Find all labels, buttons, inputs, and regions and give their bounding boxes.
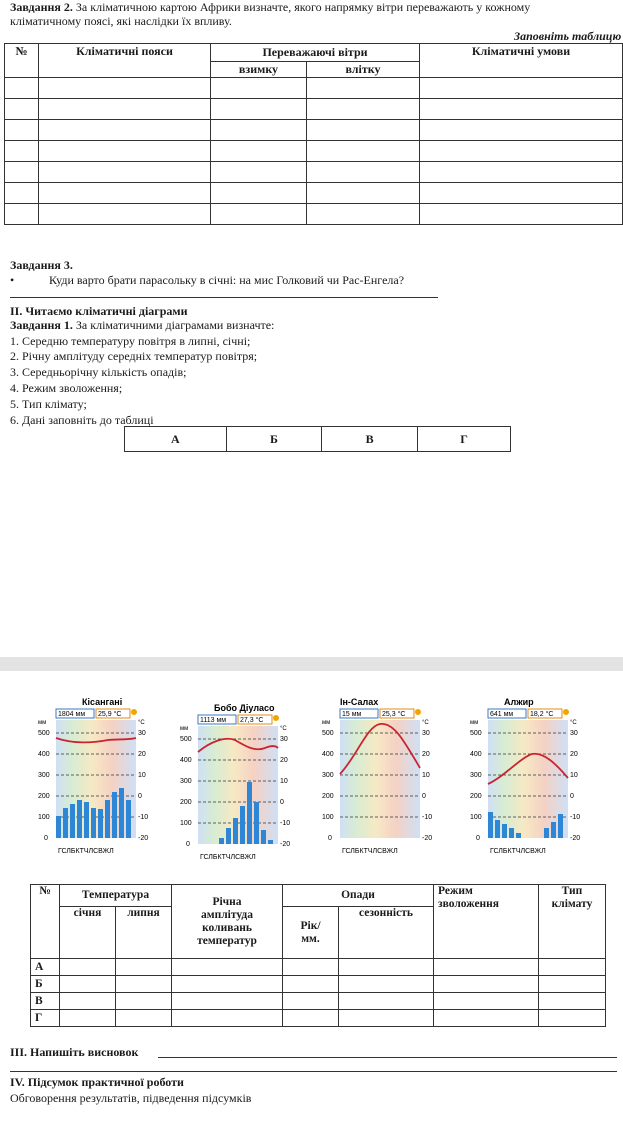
tick-label: -20: [422, 835, 433, 842]
section4-title: ІV. Підсумок практичної роботи: [10, 1075, 184, 1089]
tick-label: -20: [280, 841, 291, 848]
table-cell[interactable]: [60, 993, 116, 1010]
table-cell[interactable]: [339, 959, 434, 976]
climate-diagrams: [0, 690, 623, 862]
table-cell[interactable]: [5, 162, 39, 183]
axis-mm: мм: [38, 720, 47, 726]
answer-line[interactable]: [10, 297, 438, 298]
axis-c: °С: [422, 720, 429, 726]
th-winds: Переважаючі вітри: [211, 44, 420, 62]
fill-note: Заповніть таблицю: [514, 29, 622, 43]
tick-label: 500: [322, 730, 334, 737]
th-summer: влітку: [307, 62, 420, 78]
sun-icon: [131, 709, 137, 715]
tick-label: 300: [470, 772, 482, 779]
precip-total: 15 мм: [342, 711, 362, 718]
table-cell[interactable]: [539, 959, 606, 976]
tick-label: 0: [570, 793, 574, 800]
winds-table: [4, 43, 623, 225]
th-year-line: мм.: [301, 932, 320, 945]
letter-b: Б: [226, 427, 321, 452]
table-cell[interactable]: [39, 162, 211, 183]
table-cell[interactable]: [307, 183, 420, 204]
table-cell[interactable]: [539, 1010, 606, 1027]
tick-label: 400: [180, 757, 192, 764]
table-cell[interactable]: [539, 976, 606, 993]
row-label: Б: [31, 976, 60, 993]
tick-label: 0: [328, 835, 332, 842]
tick-label: 30: [138, 730, 146, 737]
task2-heading: Завдання 2.: [10, 0, 73, 14]
table-cell[interactable]: [5, 99, 39, 120]
table-cell[interactable]: [420, 141, 623, 162]
list-item: 1. Середню температуру повітря в липні, січні;: [10, 334, 251, 348]
tick-label: 10: [570, 772, 578, 779]
table-cell[interactable]: [420, 204, 623, 225]
temp-mean: 25,3 °С: [382, 711, 406, 718]
list-item: 2. Річну амплітуду середніх температур повітря;: [10, 349, 258, 363]
th-num: №: [5, 44, 39, 78]
th-precip: Опади: [283, 885, 434, 907]
diagram-algiers: [470, 697, 580, 855]
precip-total: 1113 мм: [200, 717, 227, 724]
table-cell[interactable]: [420, 120, 623, 141]
table-cell[interactable]: [172, 959, 283, 976]
diagram-city: Бобо Діуласо: [214, 703, 275, 713]
table-cell[interactable]: [5, 204, 39, 225]
table-row: [5, 120, 623, 141]
table-cell[interactable]: [283, 976, 339, 993]
table-cell[interactable]: [116, 959, 172, 976]
table-cell[interactable]: [5, 141, 39, 162]
diagram-city: Ін-Салах: [340, 697, 379, 707]
th-regime-line: Режим: [438, 885, 473, 897]
table-cell[interactable]: [339, 1010, 434, 1027]
row-label: Г: [31, 1010, 60, 1027]
tick-label: 10: [280, 778, 288, 785]
table-row: [31, 959, 606, 976]
tick-label: -10: [570, 814, 581, 821]
table-cell[interactable]: [539, 993, 606, 1010]
tick-label: 100: [180, 820, 192, 827]
list-item: 6. Дані заповніть до таблиці: [10, 413, 154, 427]
table-row: [5, 141, 623, 162]
diagram-bobo-dioulasso: [180, 703, 290, 861]
table-row: [5, 99, 623, 120]
sun-icon: [563, 709, 569, 715]
table-cell[interactable]: [434, 1010, 539, 1027]
conclusion-line[interactable]: [10, 1071, 617, 1072]
tick-label: 0: [138, 793, 142, 800]
tick-label: 200: [180, 799, 192, 806]
tick-label: -10: [138, 814, 149, 821]
table-cell[interactable]: [420, 183, 623, 204]
table-row: [5, 78, 623, 99]
tick-label: 0: [476, 835, 480, 842]
table-cell[interactable]: [60, 959, 116, 976]
section2-task-heading: Завдання 1.: [10, 318, 73, 332]
table-cell[interactable]: [434, 959, 539, 976]
tick-label: -10: [422, 814, 433, 821]
table-cell[interactable]: [211, 204, 307, 225]
tick-label: 500: [38, 730, 50, 737]
table-cell[interactable]: [172, 1010, 283, 1027]
th-season: сезонність: [339, 907, 434, 959]
th-jan: січня: [60, 907, 116, 959]
table-cell[interactable]: [211, 141, 307, 162]
diagram-kisangani: [38, 697, 148, 855]
section3-title: ІІІ. Напишіть висновок: [10, 1045, 139, 1059]
tick-label: 400: [470, 751, 482, 758]
axis-c: °С: [280, 726, 287, 732]
months-axis: ГСЛБКТЧЛСВЖЛ: [342, 848, 398, 855]
row-label: В: [31, 993, 60, 1010]
tick-label: 200: [38, 793, 50, 800]
temp-mean: 18,2 °С: [530, 711, 554, 718]
table-row: [5, 162, 623, 183]
table-cell[interactable]: [307, 78, 420, 99]
tick-label: 0: [186, 841, 190, 848]
table-cell[interactable]: [307, 162, 420, 183]
tick-label: 0: [280, 799, 284, 806]
tick-label: 20: [280, 757, 288, 764]
tick-label: 10: [422, 772, 430, 779]
table-cell[interactable]: [5, 183, 39, 204]
table-row: [5, 183, 623, 204]
tick-label: 20: [422, 751, 430, 758]
tick-label: 20: [138, 751, 146, 758]
task3-bullet: •: [10, 273, 15, 287]
table-cell[interactable]: [60, 1010, 116, 1027]
table-row: [31, 976, 606, 993]
plot-bg: [340, 720, 420, 838]
th-conditions: Кліматичні умови: [420, 44, 623, 78]
table-cell[interactable]: [172, 993, 283, 1010]
table-cell[interactable]: [116, 993, 172, 1010]
th-year: [283, 907, 339, 959]
letter-v: В: [322, 427, 418, 452]
section2-task-text: За кліматичними діаграмами визначте:: [72, 318, 275, 332]
tick-label: -20: [138, 835, 149, 842]
table-cell[interactable]: [39, 204, 211, 225]
table-cell[interactable]: [339, 976, 434, 993]
tick-label: 0: [422, 793, 426, 800]
letter-a: А: [125, 427, 227, 452]
table-cell[interactable]: [307, 99, 420, 120]
task2-line1: [10, 0, 530, 14]
sun-icon: [415, 709, 421, 715]
tick-label: 30: [422, 730, 430, 737]
th-type-line: Тип: [561, 885, 583, 897]
table-row: [31, 1010, 606, 1027]
axis-mm: мм: [470, 720, 479, 726]
table-cell[interactable]: [307, 120, 420, 141]
table-row: [5, 204, 623, 225]
th-temp: Температура: [60, 885, 172, 907]
table-cell[interactable]: [39, 99, 211, 120]
task2-line2: кліматичному поясі, які наслідки їх впливу.: [10, 14, 232, 28]
tick-label: 300: [322, 772, 334, 779]
months-axis: ГСЛБКТЧЛСВЖЛ: [58, 848, 114, 855]
tick-label: 400: [38, 751, 50, 758]
tick-label: 10: [138, 772, 146, 779]
table-cell[interactable]: [60, 976, 116, 993]
tick-label: 20: [570, 751, 578, 758]
table-cell[interactable]: [283, 1010, 339, 1027]
tick-label: 500: [180, 736, 192, 743]
th-year-line: Рік/: [300, 919, 321, 932]
row-label: А: [31, 959, 60, 976]
list-item: 4. Режим зволоження;: [10, 381, 123, 395]
th-ampl-line: Річна: [212, 895, 242, 908]
letter-g: Г: [418, 427, 511, 452]
page-separator: [0, 657, 623, 671]
task3-question: Куди варто брати парасольку в січні: на мис Голковий чи Рас-Енгела?: [49, 273, 405, 287]
tick-label: 30: [570, 730, 578, 737]
tick-label: 0: [44, 835, 48, 842]
months-axis: ГСЛБКТЧЛСВЖЛ: [490, 848, 546, 855]
table-cell[interactable]: [211, 99, 307, 120]
precip-total: 641 мм: [490, 711, 514, 718]
table-cell[interactable]: [420, 78, 623, 99]
task2-text: За кліматичною картою Африки визначте, якого напрямку вітри переважають у кожному: [72, 0, 531, 14]
table-cell[interactable]: [211, 120, 307, 141]
table-cell[interactable]: [172, 976, 283, 993]
table-cell[interactable]: [283, 993, 339, 1010]
table-cell[interactable]: [5, 78, 39, 99]
letters-table: [124, 426, 511, 452]
table-cell[interactable]: [211, 78, 307, 99]
axis-mm: мм: [180, 726, 189, 732]
th-winter: взимку: [211, 62, 307, 78]
table-cell[interactable]: [211, 183, 307, 204]
temp-mean: 27,3 °С: [240, 717, 264, 724]
tick-label: -10: [280, 820, 291, 827]
tick-label: 300: [38, 772, 50, 779]
table-cell[interactable]: [420, 162, 623, 183]
th-num: №: [31, 885, 60, 959]
table-cell[interactable]: [39, 120, 211, 141]
axis-mm: мм: [322, 720, 331, 726]
axis-c: °С: [138, 720, 145, 726]
table-cell[interactable]: [307, 204, 420, 225]
tick-label: 400: [322, 751, 334, 758]
th-type-line: клімату: [551, 898, 593, 910]
table-cell[interactable]: [39, 78, 211, 99]
tick-label: 200: [470, 793, 482, 800]
tick-label: 100: [470, 814, 482, 821]
table-cell[interactable]: [39, 141, 211, 162]
th-type: [539, 885, 606, 959]
table-cell[interactable]: [283, 959, 339, 976]
tick-label: 200: [322, 793, 334, 800]
table-cell[interactable]: [116, 976, 172, 993]
axis-c: °С: [570, 720, 577, 726]
conclusion-line[interactable]: [158, 1057, 617, 1058]
table-cell[interactable]: [211, 162, 307, 183]
list-item: 5. Тип клімату;: [10, 397, 87, 411]
table-cell[interactable]: [116, 1010, 172, 1027]
th-ampl-line: амплітуда: [201, 908, 253, 921]
section4-text: Обговорення результатів, підведення підсумків: [10, 1091, 252, 1105]
task3-heading: Завдання 3.: [10, 258, 73, 272]
th-ampl-line: коливань: [202, 921, 252, 934]
diagram-in-salah: [322, 697, 432, 855]
tick-label: 300: [180, 778, 192, 785]
th-regime: [434, 885, 539, 959]
climate-table: [30, 884, 606, 1027]
table-cell[interactable]: [39, 183, 211, 204]
th-jul: липня: [116, 907, 172, 959]
table-cell[interactable]: [434, 993, 539, 1010]
table-cell[interactable]: [420, 99, 623, 120]
th-belts: Кліматичні пояси: [39, 44, 211, 78]
tick-label: 100: [38, 814, 50, 821]
tick-label: 500: [470, 730, 482, 737]
th-ampl-line: температур: [197, 934, 257, 947]
table-cell[interactable]: [307, 141, 420, 162]
section2-task: [10, 318, 274, 332]
table-row: [31, 993, 606, 1010]
months-axis: ГСЛБКТЧЛСВЖЛ: [200, 854, 256, 861]
list-item: 3. Середньорічну кількість опадів;: [10, 365, 187, 379]
table-cell[interactable]: [5, 120, 39, 141]
section2-title: ІІ. Читаємо кліматичні діаграми: [10, 304, 188, 318]
diagram-city: Алжир: [504, 697, 534, 707]
tick-label: -20: [570, 835, 581, 842]
table-cell[interactable]: [339, 993, 434, 1010]
th-regime-line: зволоження: [438, 898, 500, 910]
temp-mean: 25,9 °С: [98, 711, 122, 718]
tick-label: 100: [322, 814, 334, 821]
table-cell[interactable]: [434, 976, 539, 993]
tick-label: 30: [280, 736, 288, 743]
th-ampl: [172, 885, 283, 959]
precip-total: 1804 мм: [58, 711, 86, 718]
sun-icon: [273, 715, 279, 721]
diagram-city: Кісангані: [82, 697, 123, 707]
